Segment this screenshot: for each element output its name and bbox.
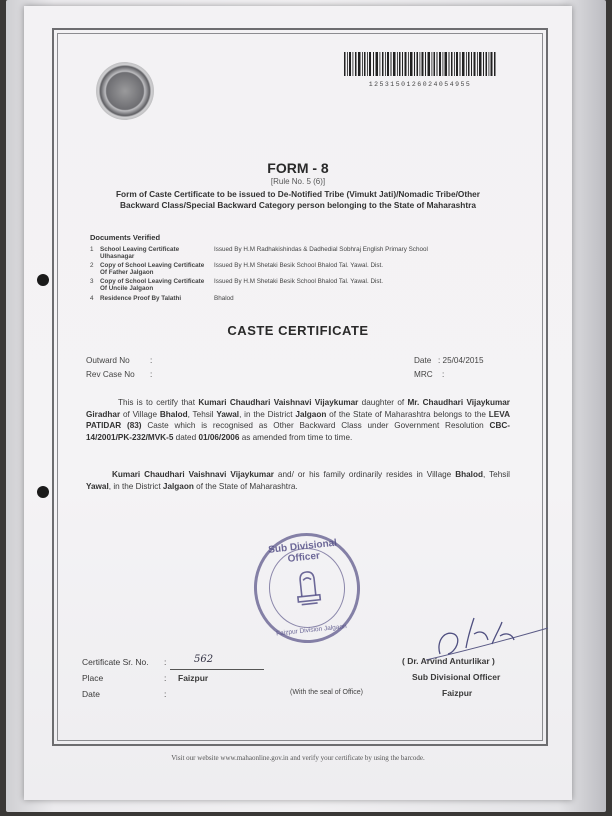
- barcode-icon: [344, 52, 496, 76]
- document-issuer: Issued By H.M Shetaki Besik School Bhalod Tal. Yawal. Dist.: [214, 262, 384, 269]
- barcode: [344, 52, 496, 88]
- certification-paragraph: This is to certify that Kumari Chaudhari Vaishnavi Vijaykumar daughter of Mr. Chaudhari Vijaykumar Giradhar of Village Bhalod, Tehsil Yawal, in the District Jalgaon of the State of Maharashtra belongs to the LEVA PATIDAR (83) Caste which is recognised as Other Backward Class under Government Resolution CBC-14/2001/PK-232/MVK-5 dated 01/06/2006 as amended from time to time.: [86, 398, 510, 442]
- place-label: Place: [82, 673, 104, 683]
- officer-name: ( Dr. Arvind Anturlikar ): [402, 656, 495, 666]
- applicant-name: Kumari Chaudhari Vaishnavi Vijaykumar: [198, 398, 359, 407]
- document-name: Copy of School Leaving Certificate Of Father Jalgaon: [100, 262, 205, 276]
- document-issuer: Issued By H.M Radhakishindas & Dadhedial Sobhraj English Primary School: [214, 246, 428, 253]
- outward-no-label: Outward No: [86, 356, 130, 365]
- form-title: FORM - 8: [267, 160, 329, 176]
- rev-case-colon: :: [150, 370, 153, 379]
- sr-no-underline: [170, 669, 264, 670]
- rule-number: [Rule No. 5 (6)]: [270, 177, 326, 186]
- seal-bottom-text: Faizpur Division Jalgaon: [275, 623, 348, 638]
- sr-no-label: Certificate Sr. No.: [82, 657, 149, 667]
- residence-paragraph: Kumari Chaudhari Vaishnavi Vijaykumar and/ or his family ordinarily resides in Village Bhalod, Tehsil Yawal, in the District Jalgaon of the State of Maharashtra.: [86, 470, 511, 491]
- date-label: Date: [414, 356, 432, 365]
- document-number: 3: [90, 278, 94, 285]
- outward-no-colon: :: [150, 356, 153, 365]
- date-footer-label: Date: [82, 689, 100, 699]
- document-name: School Leaving Certificate Ulhasnagar: [100, 246, 180, 260]
- caste-name: LEVA PATIDAR (83): [86, 409, 510, 430]
- officer-place: Faizpur: [442, 688, 473, 698]
- place-value: Faizpur: [178, 673, 209, 683]
- seal-note: (With the seal of Office): [290, 689, 364, 696]
- document-number: 1: [90, 246, 94, 253]
- documents-heading: Documents Verified: [90, 233, 161, 242]
- certificate-page: [24, 6, 572, 800]
- barcode-number: 1253150126024054955: [368, 81, 472, 88]
- sr-no-value: 562: [194, 654, 214, 665]
- date-value: : 25/04/2015: [438, 356, 484, 365]
- maharashtra-emblem-icon: [96, 62, 154, 120]
- father-name: Mr. Chaudhari Vijaykumar Giradhar: [86, 398, 510, 419]
- date-footer-colon: :: [164, 689, 167, 699]
- sr-no-colon: :: [164, 657, 167, 667]
- document-number: 4: [90, 295, 94, 302]
- ashoka-emblem-icon: [289, 564, 327, 611]
- resolution-number: CBC-14/2001/PK-232/MVK-5: [86, 421, 510, 442]
- document-issuer: Issued By H.M Shetaki Besik School Bhalod Tal. Yawal. Dist.: [214, 278, 384, 285]
- document-number: 2: [90, 262, 94, 269]
- place-colon: :: [164, 673, 167, 683]
- verification-note: Visit our website www.mahaonline.gov.in and verify your certificate by using the barcode.: [171, 754, 425, 762]
- punch-hole: [37, 274, 49, 286]
- form-purpose: [24, 189, 572, 211]
- mrc-label: MRC: [414, 370, 433, 379]
- punch-hole: [37, 486, 49, 498]
- document-name: Residence Proof By Talathi: [100, 295, 182, 302]
- seal-top-text: Sub Divisional Officer: [267, 537, 338, 565]
- form-purpose-line: Backward Class/Special Backward Category person belonging to the State of Maharashtra: [120, 200, 476, 210]
- form-purpose-line: Form of Caste Certificate to be issued to De-Notified Tribe (Vimukt Jati)/Nomadic Tribe/Other: [115, 189, 481, 199]
- certificate-title: CASTE CERTIFICATE: [227, 323, 369, 338]
- mrc-colon: :: [442, 370, 445, 379]
- document-issuer: Bhalod: [214, 295, 234, 302]
- officer-title: Sub Divisional Officer: [412, 672, 501, 682]
- rev-case-label: Rev Case No: [86, 370, 135, 379]
- document-name: Copy of School Leaving Certificate Of Uncile Jalgaon: [100, 278, 205, 292]
